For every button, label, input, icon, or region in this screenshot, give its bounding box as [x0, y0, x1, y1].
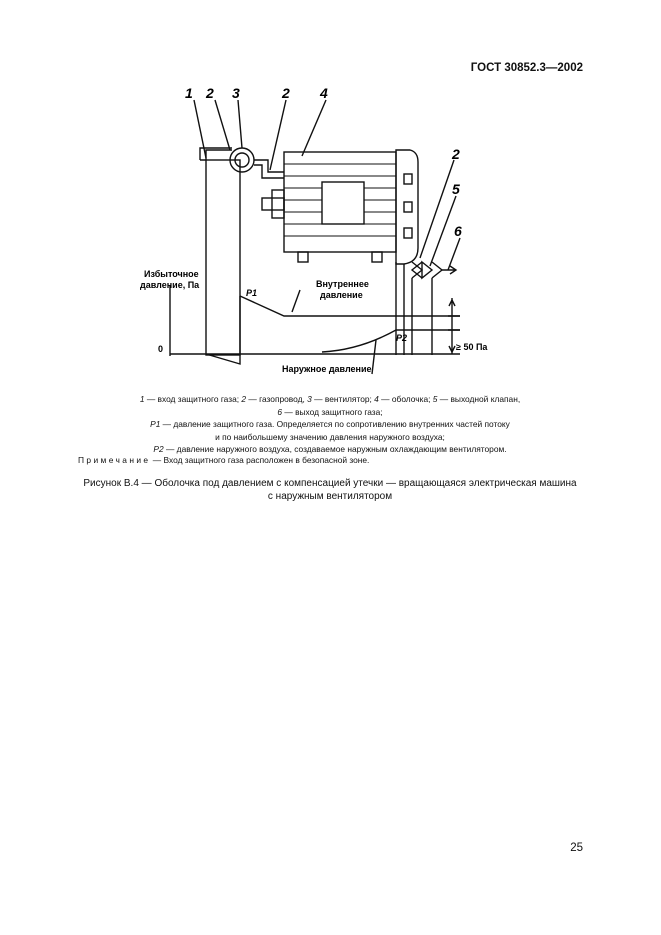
external-pressure-curve — [322, 330, 460, 352]
gas-inlet-column — [206, 160, 240, 355]
caption-line-2: с наружным вентилятором — [267, 490, 393, 502]
p2-label: P2 — [396, 333, 408, 343]
fan-cover — [396, 150, 418, 264]
min-pressure-label: ≥ 50 Па — [456, 342, 488, 352]
internal-pressure-label-1: Внутреннее — [316, 279, 369, 289]
y-axis-label-2: давление, Па — [140, 280, 200, 290]
callout-3: 3 — [232, 85, 240, 101]
callout-1: 1 — [185, 85, 193, 101]
callout-2b: 2 — [282, 85, 290, 101]
figure-caption — [60, 478, 600, 503]
legend-line-2: 6 — выход защитного газа; — [277, 406, 383, 417]
p1-label: P1 — [246, 288, 258, 298]
page-number: 25 — [570, 842, 583, 854]
callout-4: 4 — [320, 85, 328, 101]
legend-line-4: и по наибольшему значению давления наружного воздуха; — [215, 431, 445, 442]
y-axis-label-1: Избыточное — [144, 269, 199, 279]
legend-line-3: P1 — давление защитного газа. Определяется по сопротивлению внутренних частей потоку — [150, 419, 510, 430]
zero-label: 0 — [158, 344, 164, 354]
callout-2a: 2 — [206, 85, 214, 101]
outlet-valve — [412, 262, 422, 278]
callout-6: 6 — [454, 223, 462, 239]
figure-legend — [80, 393, 580, 456]
gas-pipe-2 — [254, 160, 284, 178]
legend-line-1: 1 — вход защитного газа; 2 — газопровод, 3 — вентилятор; 4 — оболочка; 5 — выходной клапан, — [139, 394, 521, 404]
legend-line-5: P2 — давление наружного воздуха, создаваемое наружным охлаждающим вентилятором. — [153, 444, 507, 455]
terminal-box — [322, 182, 364, 224]
figure-note: Примечание — Вход защитного газа расположен в безопасной зоне. — [78, 455, 370, 465]
caption-line-1: Рисунок В.4 — Оболочка под давлением с компенсацией утечки — вращающаяся электрическая машина — [83, 478, 577, 489]
motor-shaft — [262, 198, 284, 210]
document-code: ГОСТ 30852.3—2002 — [470, 62, 583, 74]
external-pressure-label: Наружное давление — [282, 364, 372, 374]
callout-5: 5 — [452, 181, 460, 197]
callout-2c: 2 — [452, 146, 460, 162]
internal-pressure-label-2: давление — [320, 290, 363, 300]
